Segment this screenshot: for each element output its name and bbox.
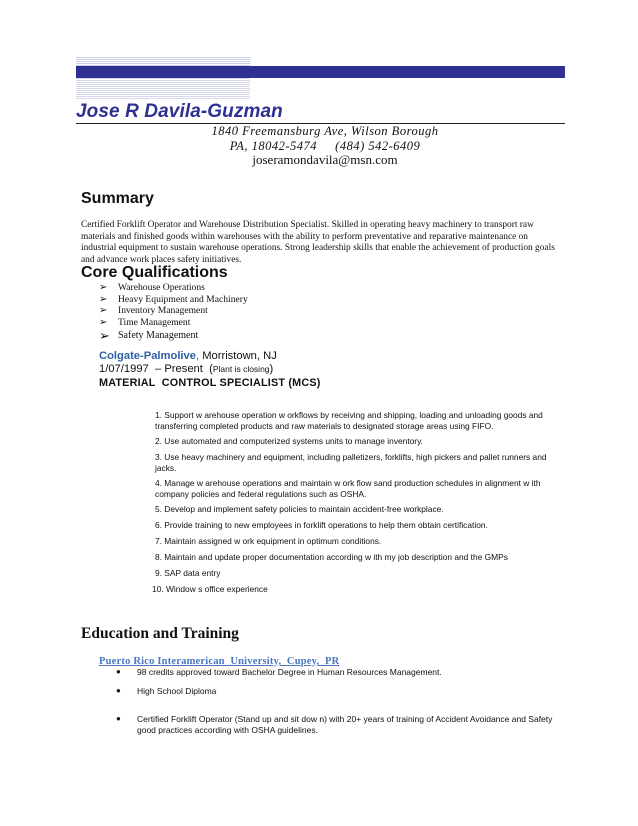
list-item: 9. SAP data entry <box>155 568 221 578</box>
dates-note: Plant is closing <box>212 364 270 374</box>
list-item: 2. Use automated and computerized systems units to manage inventory. <box>155 436 423 446</box>
core-qualifications-list <box>99 282 248 342</box>
arrow-bullet-icon: ➢ <box>99 328 110 344</box>
list-item-label: Safety Management <box>118 330 199 342</box>
list-item: 4. Manage w arehouse operations and maintain w ork flow sand production schedules in alignment w ith company policies and federal regulations such as OSHA. <box>155 478 541 499</box>
arrow-bullet-icon: ➢ <box>99 316 108 328</box>
list-item: 1. Support w arehouse operation w orkflows by receiving and shipping, loading and unloading goods and transferring completed products and raw materials to designated storage areas using FIFO. <box>155 410 543 431</box>
list-item-label: Inventory Management <box>118 305 208 317</box>
school-name: Puerto Rico Interamerican University, Cupey, PR <box>99 656 340 667</box>
education-heading: Education and Training <box>81 625 239 642</box>
list-item: 3. Use heavy machinery and equipment, including palletizers, forklifts, high pickers and pallet runners and jacks. <box>155 452 547 473</box>
bullet-dot-icon: ● <box>116 714 121 723</box>
job-title: MATERIAL CONTROL SPECIALIST (MCS) <box>99 377 321 389</box>
list-item: 6. Provide training to new employees in forklift operations to help them obtain certification. <box>155 520 488 530</box>
employment-dates <box>99 363 273 375</box>
company-location: Morristown, NJ <box>199 350 277 362</box>
summary-heading: Summary <box>81 190 154 207</box>
arrow-bullet-icon: ➢ <box>99 293 108 305</box>
company-separator: , <box>195 350 200 362</box>
summary-text: Certified Forklift Operator and Warehouse Distribution Specialist. Skilled in operating heavy machinery to transport raw materials and finished goods within warehouses with the ability to perform preventative and reparative maintenance on industrial equipment to sustain warehouse operations. Strong leadership skills that enable the achievement of production goals and advance work places safety initiatives. <box>81 220 555 265</box>
list-item-label: Warehouse Operations <box>118 282 205 293</box>
list-item <box>99 305 248 317</box>
arrow-bullet-icon: ➢ <box>99 305 108 317</box>
bullet-dot-icon: ● <box>116 686 121 695</box>
header-band <box>76 66 565 78</box>
list-item-label: Heavy Equipment and Machinery <box>118 293 248 305</box>
list-item: 5. Develop and implement safety policies to maintain accident-free workplace. <box>155 504 444 514</box>
list-item-label: Time Management <box>118 316 191 328</box>
list-item-label: High School Diploma <box>137 686 217 696</box>
email-address: joseramondavila@msn.com <box>252 152 398 167</box>
candidate-name: Jose R Davila-Guzman <box>76 101 283 122</box>
core-qualifications-heading: Core Qualifications <box>81 264 228 281</box>
dates-close: ) <box>269 363 274 375</box>
address-line-1: 1840 Freemansburg Ave, Wilson Borough <box>211 124 439 138</box>
arrow-bullet-icon: ➢ <box>99 282 108 293</box>
list-item <box>99 317 248 329</box>
company-name: Colgate-Palmolive <box>99 350 196 362</box>
address-line-2: PA, 18042-5474 (484) 542-6409 <box>229 139 421 153</box>
list-item: 10. Window s office experience <box>152 584 268 594</box>
list-item-label: 98 credits approved toward Bachelor Degree in Human Resources Management. <box>137 667 442 677</box>
bullet-dot-icon: ● <box>116 667 121 676</box>
dates-text: 1/07/1997 – Present ( <box>99 363 213 375</box>
list-item <box>99 294 248 306</box>
employer-line <box>99 350 277 362</box>
list-item: 7. Maintain assigned w ork equipment in optimum conditions. <box>155 536 382 546</box>
list-item: 8. Maintain and update proper documentation according w ith my job description and the GMPs <box>155 552 508 562</box>
list-item <box>99 330 248 342</box>
list-item <box>99 282 248 294</box>
header-stripes-lower <box>76 78 250 100</box>
list-item-label: Certified Forklift Operator (Stand up and sit dow n) with 20+ years of training of Accident Avoidance and Safety good practices according with OSHA guidelines. <box>137 714 553 735</box>
